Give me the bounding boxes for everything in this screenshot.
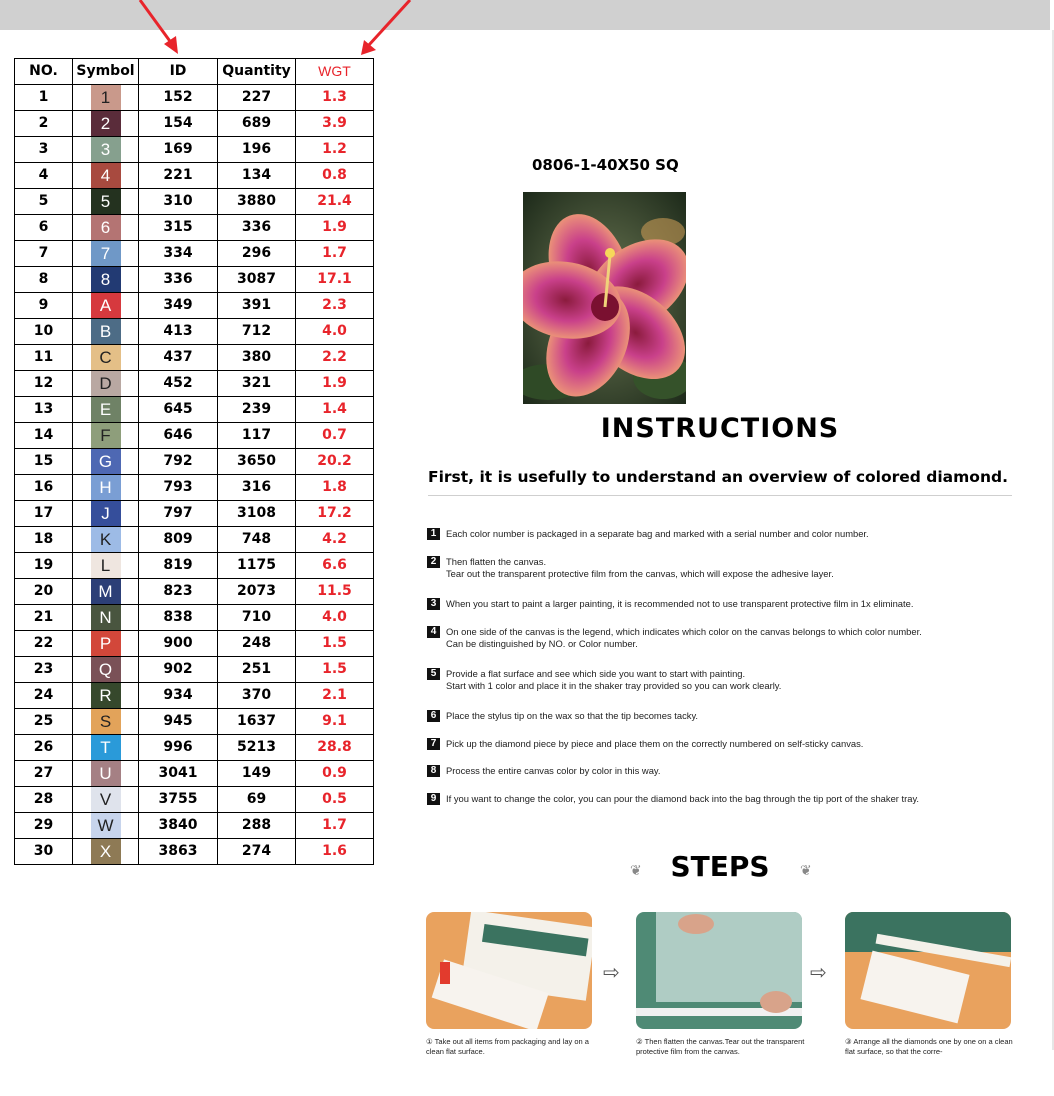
symbol-cell (73, 526, 139, 552)
cell-id: 900 (139, 630, 218, 656)
cell-wgt: 9.1 (296, 708, 374, 734)
cell-id: 413 (139, 318, 218, 344)
color-swatch: V (91, 787, 121, 812)
cell-no: 24 (15, 682, 73, 708)
instruction-item (427, 738, 1027, 750)
color-swatch: S (91, 709, 121, 734)
table-row (15, 604, 374, 630)
color-swatch: 7 (91, 241, 121, 266)
symbol-cell (73, 786, 139, 812)
cell-id: 336 (139, 266, 218, 292)
cell-no: 12 (15, 370, 73, 396)
step-number-badge: 2 (427, 556, 440, 568)
cell-wgt: 1.9 (296, 370, 374, 396)
cell-no: 8 (15, 266, 73, 292)
color-swatch: K (91, 527, 121, 552)
symbol-cell (73, 630, 139, 656)
flower-image (523, 192, 686, 404)
leaf-ornament-icon: ❦ (630, 862, 642, 878)
step-photo-1 (426, 912, 592, 1029)
cell-no: 7 (15, 240, 73, 266)
cell-id: 3041 (139, 760, 218, 786)
symbol-cell (73, 552, 139, 578)
cell-quantity: 239 (218, 396, 296, 422)
cell-wgt: 21.4 (296, 188, 374, 214)
color-swatch: P (91, 631, 121, 656)
table-row (15, 682, 374, 708)
instruction-item (427, 765, 1027, 777)
cell-quantity: 134 (218, 162, 296, 188)
symbol-cell (73, 474, 139, 500)
cell-wgt: 4.0 (296, 604, 374, 630)
color-swatch: G (91, 449, 121, 474)
symbol-cell (73, 734, 139, 760)
symbol-cell (73, 292, 139, 318)
cell-id: 902 (139, 656, 218, 682)
color-swatch: J (91, 501, 121, 526)
cell-quantity: 296 (218, 240, 296, 266)
table-row (15, 708, 374, 734)
symbol-cell (73, 162, 139, 188)
cell-wgt: 11.5 (296, 578, 374, 604)
table-row (15, 812, 374, 838)
cell-id: 310 (139, 188, 218, 214)
step-caption-1: ① Take out all items from packaging and lay on a clean flat surface. (426, 1037, 589, 1056)
step-photo-3 (845, 912, 1011, 1029)
cell-no: 26 (15, 734, 73, 760)
instruction-text: On one side of the canvas is the legend, which indicates which color on the canvas belongs to which color number. Can be distinguished by NO. or Color number. (446, 626, 922, 649)
cell-quantity: 710 (218, 604, 296, 630)
instructions-title: INSTRUCTIONS (600, 413, 840, 444)
table-row (15, 838, 374, 864)
instruction-item (427, 793, 1027, 805)
instruction-text: Provide a flat surface and see which side you want to start with painting. Start with 1 color and place it in the shaker tray provided so you can work clearly. (446, 668, 782, 691)
cell-wgt: 1.5 (296, 630, 374, 656)
color-swatch: T (91, 735, 121, 760)
color-swatch: W (91, 813, 121, 838)
cell-quantity: 69 (218, 786, 296, 812)
symbol-cell (73, 838, 139, 864)
cell-quantity: 316 (218, 474, 296, 500)
cell-quantity: 689 (218, 110, 296, 136)
cell-no: 6 (15, 214, 73, 240)
cell-no: 13 (15, 396, 73, 422)
table-row (15, 630, 374, 656)
cell-id: 934 (139, 682, 218, 708)
cell-no: 20 (15, 578, 73, 604)
symbol-cell (73, 604, 139, 630)
cell-no: 1 (15, 84, 73, 110)
symbol-cell (73, 318, 139, 344)
table-row (15, 344, 374, 370)
color-legend-table (14, 58, 374, 865)
arrow-right-icon: ⇨ (810, 962, 827, 984)
color-swatch: 2 (91, 111, 121, 136)
cell-quantity: 748 (218, 526, 296, 552)
cell-no: 14 (15, 422, 73, 448)
cell-quantity: 196 (218, 136, 296, 162)
cell-id: 809 (139, 526, 218, 552)
header-no: NO. (15, 59, 73, 85)
divider (428, 495, 1012, 496)
cell-wgt: 1.6 (296, 838, 374, 864)
cell-no: 19 (15, 552, 73, 578)
cell-no: 28 (15, 786, 73, 812)
table-row (15, 448, 374, 474)
table-row (15, 84, 374, 110)
instruction-item (427, 710, 1027, 722)
instruction-text: Then flatten the canvas. Tear out the transparent protective film from the canvas, which will expose the adhesive layer. (446, 556, 834, 579)
cell-quantity: 274 (218, 838, 296, 864)
cell-wgt: 0.5 (296, 786, 374, 812)
cell-no: 23 (15, 656, 73, 682)
color-swatch: 3 (91, 137, 121, 162)
cell-wgt: 1.2 (296, 136, 374, 162)
instruction-text: Pick up the diamond piece by piece and place them on the correctly numbered on self-sticky canvas. (446, 738, 864, 749)
step-photo-2 (636, 912, 802, 1029)
cell-wgt: 28.8 (296, 734, 374, 760)
cell-id: 169 (139, 136, 218, 162)
cell-no: 29 (15, 812, 73, 838)
step-number-badge: 1 (427, 528, 440, 540)
leaf-ornament-icon: ❦ (800, 862, 812, 878)
cell-id: 452 (139, 370, 218, 396)
cell-wgt: 2.3 (296, 292, 374, 318)
cell-id: 334 (139, 240, 218, 266)
cell-wgt: 1.7 (296, 240, 374, 266)
color-swatch: Q (91, 657, 121, 682)
symbol-cell (73, 370, 139, 396)
cell-quantity: 2073 (218, 578, 296, 604)
cell-no: 4 (15, 162, 73, 188)
arrow-right-icon: ⇨ (603, 962, 620, 984)
symbol-cell (73, 500, 139, 526)
arrow-to-id-icon (140, 0, 178, 54)
cell-wgt: 1.9 (296, 214, 374, 240)
symbol-cell (73, 240, 139, 266)
table-row (15, 370, 374, 396)
step-number-badge: 3 (427, 598, 440, 610)
color-swatch: 8 (91, 267, 121, 292)
cell-quantity: 391 (218, 292, 296, 318)
cell-id: 221 (139, 162, 218, 188)
cell-wgt: 1.7 (296, 812, 374, 838)
instruction-item (427, 598, 1027, 610)
table-header-row (15, 59, 374, 85)
table-row (15, 552, 374, 578)
color-swatch: R (91, 683, 121, 708)
cell-id: 838 (139, 604, 218, 630)
table-row (15, 422, 374, 448)
symbol-cell (73, 396, 139, 422)
color-swatch: 1 (91, 85, 121, 110)
symbol-cell (73, 84, 139, 110)
table-row (15, 162, 374, 188)
step-number-badge: 6 (427, 710, 440, 722)
cell-quantity: 336 (218, 214, 296, 240)
cell-no: 5 (15, 188, 73, 214)
table-row (15, 786, 374, 812)
cell-no: 25 (15, 708, 73, 734)
color-swatch: 6 (91, 215, 121, 240)
symbol-cell (73, 760, 139, 786)
instruction-text: When you start to paint a larger painting, it is recommended not to use transparent protective film in 1x eliminate. (446, 598, 914, 609)
cell-id: 3863 (139, 838, 218, 864)
step-number-badge: 9 (427, 793, 440, 805)
table-row (15, 214, 374, 240)
cell-no: 22 (15, 630, 73, 656)
instruction-text: Process the entire canvas color by color in this way. (446, 765, 661, 776)
color-swatch: H (91, 475, 121, 500)
cell-id: 154 (139, 110, 218, 136)
product-code: 0806-1-40X50 SQ (532, 156, 679, 174)
table-row (15, 110, 374, 136)
cell-quantity: 3087 (218, 266, 296, 292)
cell-id: 823 (139, 578, 218, 604)
step-caption-2: ② Then flatten the canvas.Tear out the transparent protective film from the canvas. (636, 1037, 805, 1056)
color-swatch: E (91, 397, 121, 422)
table-row (15, 136, 374, 162)
step-number-badge: 4 (427, 626, 440, 638)
instruction-text: If you want to change the color, you can pour the diamond back into the bag through the tip port of the shaker tray. (446, 793, 920, 804)
cell-no: 11 (15, 344, 73, 370)
symbol-cell (73, 188, 139, 214)
symbol-cell (73, 682, 139, 708)
cell-wgt: 17.1 (296, 266, 374, 292)
instruction-text: Each color number is packaged in a separate bag and marked with a serial number and color number. (446, 528, 869, 539)
symbol-cell (73, 110, 139, 136)
cell-wgt: 0.7 (296, 422, 374, 448)
cell-quantity: 5213 (218, 734, 296, 760)
cell-id: 3755 (139, 786, 218, 812)
table-row (15, 474, 374, 500)
symbol-cell (73, 812, 139, 838)
cell-no: 17 (15, 500, 73, 526)
cell-id: 792 (139, 448, 218, 474)
cell-id: 3840 (139, 812, 218, 838)
cell-wgt: 4.0 (296, 318, 374, 344)
table-row (15, 578, 374, 604)
instruction-item (427, 668, 1027, 692)
cell-wgt: 1.4 (296, 396, 374, 422)
table-row (15, 526, 374, 552)
cell-quantity: 1637 (218, 708, 296, 734)
instruction-item (427, 556, 1027, 580)
cell-quantity: 251 (218, 656, 296, 682)
cell-id: 645 (139, 396, 218, 422)
cell-wgt: 6.6 (296, 552, 374, 578)
table-row (15, 188, 374, 214)
cell-quantity: 149 (218, 760, 296, 786)
cell-quantity: 227 (218, 84, 296, 110)
color-swatch: 5 (91, 189, 121, 214)
table-row (15, 760, 374, 786)
color-swatch: L (91, 553, 121, 578)
step-caption-3: ③ Arrange all the diamonds one by one on a clean flat surface, so that the corre- (845, 1037, 1013, 1056)
cell-wgt: 1.5 (296, 656, 374, 682)
cell-no: 9 (15, 292, 73, 318)
cell-wgt: 20.2 (296, 448, 374, 474)
cell-no: 30 (15, 838, 73, 864)
symbol-cell (73, 422, 139, 448)
cell-quantity: 370 (218, 682, 296, 708)
steps-title: STEPS (670, 850, 770, 883)
symbol-cell (73, 578, 139, 604)
instructions-subtitle: First, it is usefully to understand an overview of colored diamond. (428, 468, 1008, 486)
table-row (15, 500, 374, 526)
cell-quantity: 288 (218, 812, 296, 838)
color-swatch: B (91, 319, 121, 344)
cell-wgt: 2.2 (296, 344, 374, 370)
table-row (15, 396, 374, 422)
cell-quantity: 117 (218, 422, 296, 448)
symbol-cell (73, 266, 139, 292)
table-row (15, 318, 374, 344)
step-number-badge: 8 (427, 765, 440, 777)
symbol-cell (73, 214, 139, 240)
color-swatch: 4 (91, 163, 121, 188)
symbol-cell (73, 448, 139, 474)
cell-quantity: 3108 (218, 500, 296, 526)
table-row (15, 292, 374, 318)
cell-id: 646 (139, 422, 218, 448)
cell-no: 21 (15, 604, 73, 630)
table-row (15, 266, 374, 292)
color-swatch: F (91, 423, 121, 448)
cell-id: 152 (139, 84, 218, 110)
cell-no: 2 (15, 110, 73, 136)
cell-quantity: 3880 (218, 188, 296, 214)
step-number-badge: 7 (427, 738, 440, 750)
symbol-cell (73, 344, 139, 370)
cell-wgt: 1.3 (296, 84, 374, 110)
cell-quantity: 248 (218, 630, 296, 656)
color-swatch: X (91, 839, 121, 864)
cell-id: 819 (139, 552, 218, 578)
cell-quantity: 321 (218, 370, 296, 396)
color-swatch: A (91, 293, 121, 318)
cell-id: 315 (139, 214, 218, 240)
instruction-item (427, 528, 1027, 540)
color-swatch: C (91, 345, 121, 370)
header-id: ID (139, 59, 218, 85)
symbol-cell (73, 708, 139, 734)
arrow-to-wgt-icon (361, 0, 410, 55)
cell-no: 15 (15, 448, 73, 474)
cell-id: 945 (139, 708, 218, 734)
header-symbol: Symbol (73, 59, 139, 85)
cell-quantity: 3650 (218, 448, 296, 474)
color-swatch: N (91, 605, 121, 630)
cell-no: 27 (15, 760, 73, 786)
cell-no: 10 (15, 318, 73, 344)
cell-id: 996 (139, 734, 218, 760)
cell-quantity: 1175 (218, 552, 296, 578)
cell-wgt: 4.2 (296, 526, 374, 552)
cell-id: 349 (139, 292, 218, 318)
table-row (15, 240, 374, 266)
table-row (15, 656, 374, 682)
instruction-text: Place the stylus tip on the wax so that the tip becomes tacky. (446, 710, 699, 721)
cell-wgt: 0.8 (296, 162, 374, 188)
header-wgt: WGT (296, 59, 374, 85)
header-quantity: Quantity (218, 59, 296, 85)
symbol-cell (73, 136, 139, 162)
symbol-cell (73, 656, 139, 682)
cell-wgt: 2.1 (296, 682, 374, 708)
color-swatch: D (91, 371, 121, 396)
cell-wgt: 17.2 (296, 500, 374, 526)
table-row (15, 734, 374, 760)
step-number-badge: 5 (427, 668, 440, 680)
cell-wgt: 0.9 (296, 760, 374, 786)
cell-no: 3 (15, 136, 73, 162)
cell-id: 793 (139, 474, 218, 500)
cell-no: 16 (15, 474, 73, 500)
instruction-item (427, 626, 1027, 650)
cell-wgt: 3.9 (296, 110, 374, 136)
cell-quantity: 712 (218, 318, 296, 344)
cell-no: 18 (15, 526, 73, 552)
cell-quantity: 380 (218, 344, 296, 370)
color-swatch: M (91, 579, 121, 604)
cell-id: 437 (139, 344, 218, 370)
color-swatch: U (91, 761, 121, 786)
cell-id: 797 (139, 500, 218, 526)
cell-wgt: 1.8 (296, 474, 374, 500)
